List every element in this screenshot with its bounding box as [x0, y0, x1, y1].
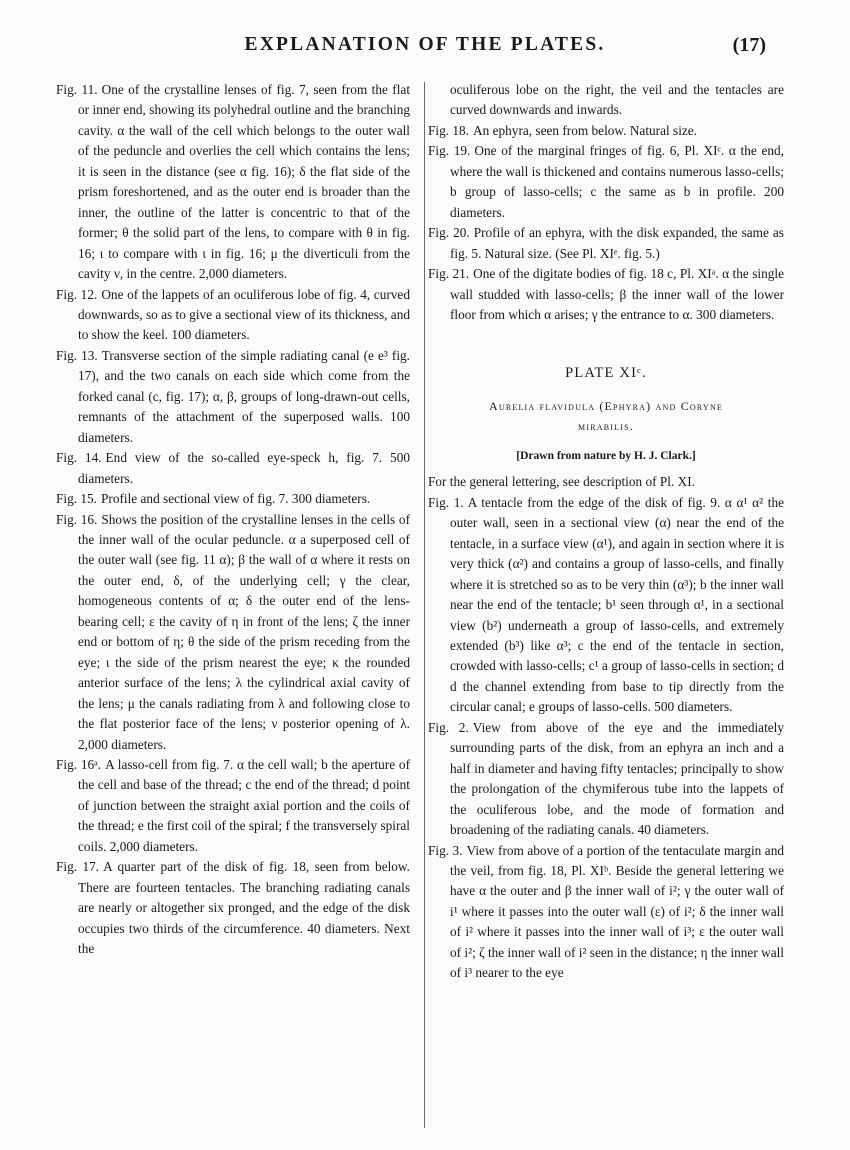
column-divider: [424, 82, 425, 1128]
figure-entry: [56, 346, 410, 448]
figure-number: Fig. 13.: [56, 347, 98, 363]
figure-entry: [428, 493, 784, 718]
figure-entry: [428, 264, 784, 325]
figure-entry: [428, 223, 784, 264]
figure-description: One of the lappets of an oculiferous lobe of fig. 4, curved downwards, so as to give a sectional view of its thickness, and to show the keel. 100 diameters.: [78, 286, 410, 343]
figure-entry: [56, 285, 410, 346]
figure-number: Fig. 20.: [428, 225, 470, 241]
general-lettering-note: For the general lettering, see description of Pl. XI.: [428, 474, 695, 490]
figure-number: Fig. 14.: [56, 450, 102, 466]
continued-text: oculiferous lobe on the right, the veil and the tentacles are curved downwards and inwards.: [450, 82, 784, 118]
figure-entry: [56, 755, 410, 857]
figure-number: Fig. 12.: [56, 286, 98, 302]
figure-description: Profile of an ephyra, with the disk expanded, the same as fig. 5. Natural size. (See Pl. XIᵉ. fig. 5.): [450, 225, 784, 261]
figure-number: Fig. 21.: [428, 266, 470, 282]
figure-number: Fig. 2.: [428, 719, 469, 735]
figure-entry: [428, 121, 784, 141]
plate-credit: [Drawn from nature by H. J. Clark.]: [516, 449, 696, 462]
left-column: [56, 80, 410, 959]
figure-entry: [56, 80, 410, 285]
plate-subtitle: Aurelia flavidula (Ephyra) and Coryne: [488, 398, 724, 413]
figure-description: End view of the so-called eye-speck h, fig. 7. 500 diameters.: [78, 450, 410, 486]
right-column: [428, 80, 784, 984]
figure-number: Fig. 16ᵃ.: [56, 756, 102, 772]
plate-heading: PLATE XIᶜ.: [565, 365, 647, 382]
figure-entry: [56, 448, 410, 489]
figure-entry: [428, 718, 784, 841]
figure-entry: [56, 489, 410, 509]
plate-subtitle-continued: mirabilis.: [578, 418, 634, 433]
figure-number: Fig. 3.: [428, 842, 463, 858]
figure-description: View from above of a portion of the tentaculate margin and the veil, from fig. 18, Pl. XIᵇ. Beside the general lettering we have α the outer and β the inner wall of i²; γ the outer wall of i¹ where it passes into the outer wall (ε) of i²; δ the inner wall of i² where it passes into the inner wall of i³; ε the outer wall of i²; ζ the inner wall of i² seen in the distance; η the inner wall of i³ nearer to the eye: [450, 842, 784, 981]
page-number: (17): [732, 34, 766, 56]
figure-description: A quarter part of the disk of fig. 18, seen from below. There are fourteen tentacles. The branching radiating canals are nearly or altogether six pronged, and the edge of the disk occupies two thirds of the circumference. 40 diameters. Next the: [78, 859, 410, 957]
figure-number: Fig. 1.: [428, 494, 464, 510]
figure-description: One of the crystalline lenses of fig. 7, seen from the flat or inner end, showing its polyhedral outline and the branching cavity. α the wall of the cell which belongs to the outer wall of the peduncle and overlies the cell which contains the lens; it is seen in the distance (see α fig. 16); δ the flat side of the prism foreshortened, and as the outer end is broader than the inner, the outline of the latter is concentric to that of the former; θ the solid part of the lens, to compare with θ in fig. 16; ι to compare with ι in fig. 16; μ the diverticuli from the cavity ν, in the centre. 2,000 diameters.: [78, 82, 411, 282]
figure-number: Fig. 11.: [56, 82, 98, 97]
figure-description: An ephyra, seen from below. Natural size.: [473, 122, 698, 138]
figure-description: A tentacle from the edge of the disk of fig. 9. α α¹ α² the outer wall, seen in a sectional view (α) near the end of the tentacle, in a surface view (α¹), and again in section where it is very thick (α²) and contains a group of lasso-cells, and finally where it is stretched so as to be very thin (α³); b the inner wall near the end of the tentacle; b¹ seen through α¹, in a sectional view (b²) underneath a group of lasso-cells, and extremely extended (b³) like α³; c the end of the tentacle in section, crowded with lasso-cells; c¹ a group of lasso-cells in section; d d the channel extending from base to tip directly from the circular canal; e groups of lasso-cells. 500 diameters.: [450, 494, 785, 715]
figure-description: A lasso-cell from fig. 7. α the cell wall; b the aperture of the cell and base of the thread; c the end of the thread; d point of junction between the straight axial portion and the coils of the thread; e the first coil of the spiral; f the transversely spiral coils. 2,000 diameters.: [78, 756, 410, 854]
figure-number: Fig. 18.: [428, 122, 470, 138]
figure-description: View from above of the eye and the immediately surrounding parts of the disk, from an ephyra an inch and a half in diameter and having fifty tentacles; principally to show the prolongation of the chymiferous tube into the lappets of the oculiferous lobe, and the mode of formation and broadening of the radiating canals. 40 diameters.: [450, 719, 785, 838]
figure-number: Fig. 17.: [56, 859, 100, 875]
figure-entry: [56, 857, 410, 959]
figure-number: Fig. 15.: [56, 491, 98, 507]
figure-description: Shows the position of the crystalline lenses in the cells of the inner wall of the ocular peduncle. α a superposed cell of the outer wall (see fig. 11 α); β the wall of α where it rests on the outer end, δ, of the underlying cell; γ the clear, homogeneous contents of α; δ the outer end of the lens-bearing cell; ε the cavity of η in front of the lens; ζ the inner end or bottom of η; θ the side of the prism receding from the eye; ι the side of the prism nearest the eye; κ the rounded anterior surface of the lens; λ the cylindrical axial cavity of the lens; μ the canals radiating from λ and following close to the flat posterior face of the lens; ν posterior opening of λ. 2,000 diameters.: [78, 511, 410, 752]
figure-number: Fig. 19.: [428, 143, 471, 159]
figure-description: Transverse section of the simple radiating canal (e e³ fig. 17), and the two canals on each side which come from the forked canal (c, fig. 17); α, β, groups of long-drawn-out cells, remnants of the attachment of the superposed walls. 100 diameters.: [78, 347, 411, 445]
figure-entry: [56, 510, 410, 755]
figure-description: Profile and sectional view of fig. 7. 300 diameters.: [101, 491, 371, 507]
figure-description: One of the marginal fringes of fig. 6, Pl. XIᶜ. α the end, where the wall is thickened and contains numerous lasso-cells; b group of lasso-cells; c the same as b in profile. 200 diameters.: [450, 143, 785, 220]
figure-entry: [428, 141, 784, 223]
running-title: EXPLANATION OF THE PLATES.: [244, 34, 606, 55]
figure-entry: [428, 841, 784, 984]
figure-description: One of the digitate bodies of fig. 18 c, Pl. XIᵃ. α the single wall studded with lasso-cells; β the inner wall of the lower floor from which α arises; γ the entrance to α. 300 diameters.: [450, 266, 784, 322]
page-header: [0, 34, 850, 60]
figure-number: Fig. 16.: [56, 511, 98, 527]
